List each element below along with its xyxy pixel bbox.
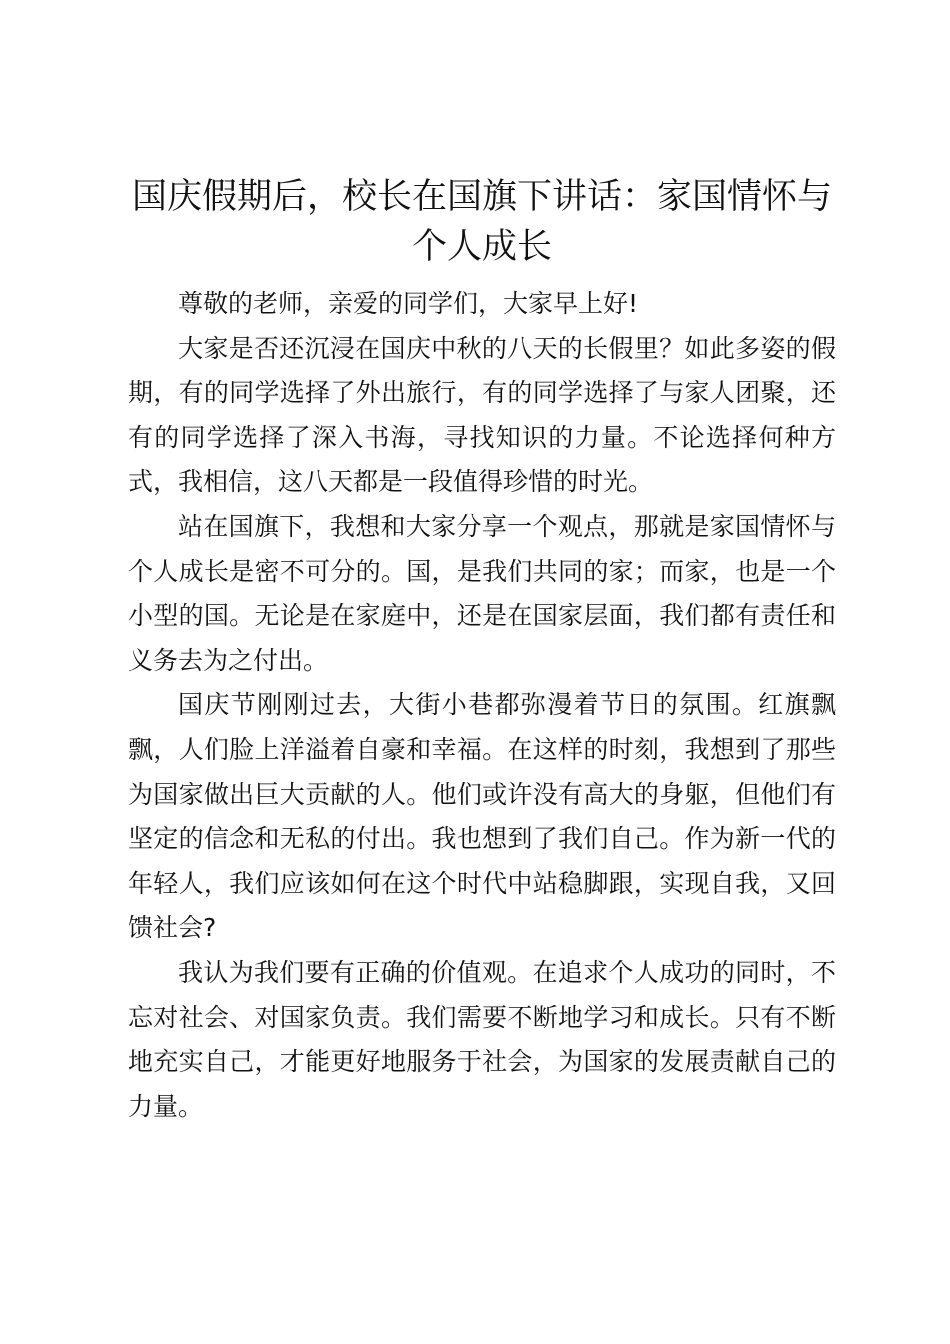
document-page: [128, 172, 836, 1129]
document-title: 国庆假期后，校长在国旗下讲话：家国情怀与个人成长: [131, 177, 832, 267]
paragraph-values: 我认为我们要有正确的价值观。在追求个人成功的同时，不忘对社会、对国家负责。我们需要不断地学习和成长。只有不断地充实自己，才能更好地服务于社会，为国家的发展责献自己的力量。: [128, 957, 836, 1121]
paragraph-family-nation: 站在国旗下，我想和大家分享一个观点，那就是家国情怀与个人成长是密不可分的。国，是我们共同的家；而家，也是一个小型的国。无论是在家庭中，还是在国家层面，我们都有责任和义务去为之付出。: [128, 511, 836, 675]
paragraph-national-day: 国庆节刚刚过去，大街小巷都弥漫着节日的氛围。红旗飘飘，人们脸上洋溢着自豪和幸福。在这样的时刻，我想到了那些为国家做出巨大贡献的人。他们或许没有高大的身躯，但他们有坚定的信念和无私的付出。我也想到了我们自己。作为新一代的年轻人，我们应该如何在这个时代中站稳脚跟，实现自我，又回馈社会?: [128, 690, 836, 943]
paragraph-holiday: 大家是否还沉浸在国庆中秋的八天的长假里？如此多姿的假期，有的同学选择了外出旅行，有的同学选择了与家人团聚，还有的同学选择了深入书海，寻找知识的力量。不论选择何种方式，我相信，这八天都是一段值得珍惜的时光。: [128, 333, 836, 497]
paragraph-greeting: 尊敬的老师，亲爱的同学们，大家早上好!: [178, 289, 639, 318]
